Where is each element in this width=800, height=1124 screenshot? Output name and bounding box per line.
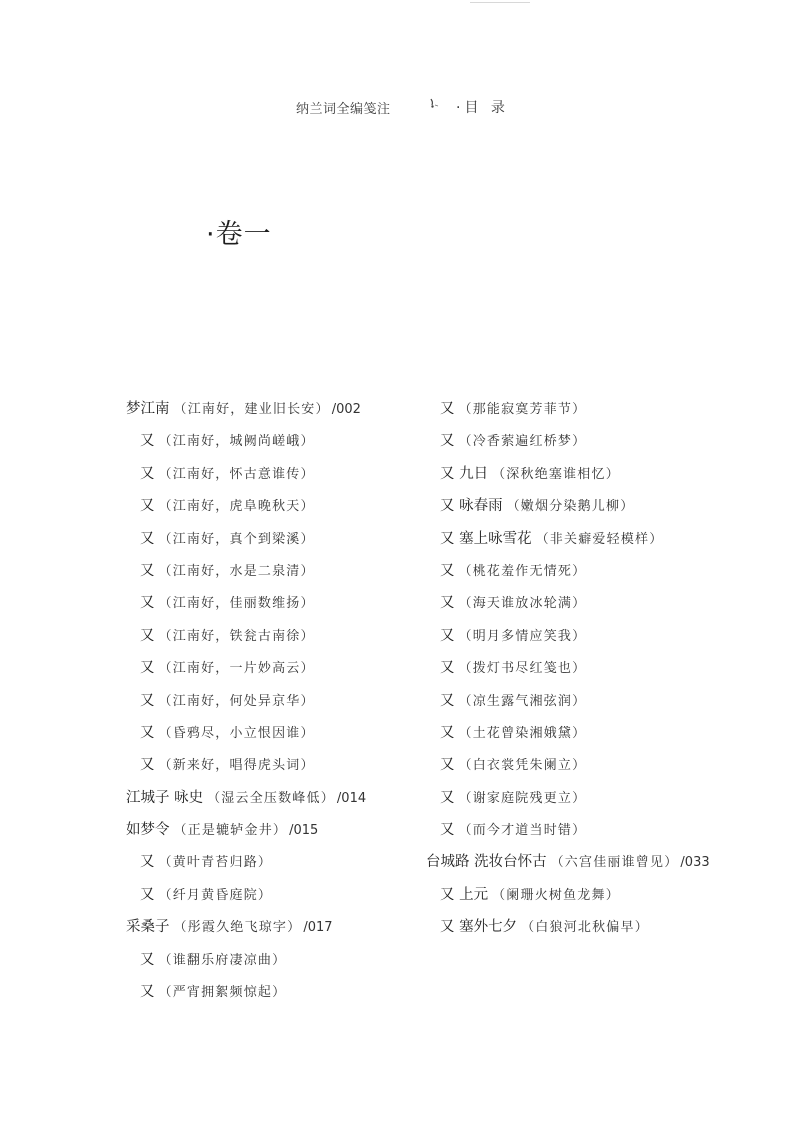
toc-column-right xyxy=(426,393,710,944)
toc-entry-page: /015 xyxy=(289,823,319,839)
toc-entry-first-line: （昏鸦尽，小立恨因谁） xyxy=(158,725,315,741)
toc-entry-title: 又 xyxy=(140,724,155,741)
toc-entry-title: 江城子 咏史 xyxy=(126,789,204,806)
toc-entry-first-line: （谢家庭院残更立） xyxy=(458,790,587,806)
toc-entry-page: /014 xyxy=(336,790,367,806)
toc-entry[interactable] xyxy=(126,587,366,619)
toc-entry-title: 台城路 洗妆台怀古 xyxy=(426,854,547,871)
toc-entry-first-line: （江南好，佳丽数维扬） xyxy=(158,596,315,612)
toc-column-left xyxy=(126,393,366,1008)
toc-entry[interactable] xyxy=(126,749,366,781)
toc-entry-title: 又 xyxy=(140,498,155,515)
toc-entry-title: 又 xyxy=(440,562,455,579)
toc-entry-title: 又 xyxy=(440,822,455,839)
toc-entry-title: 又 xyxy=(140,530,155,547)
toc-entry-title: 又 塞上咏雪花 xyxy=(440,530,532,547)
toc-entry-title: 又 xyxy=(140,595,155,612)
toc-entry[interactable] xyxy=(426,393,710,425)
toc-entry-title: 又 xyxy=(440,789,455,806)
toc-entry[interactable] xyxy=(126,458,366,490)
toc-entry[interactable] xyxy=(426,685,710,717)
toc-entry-title: 又 xyxy=(140,692,155,709)
toc-entry-title: 又 上元 xyxy=(440,886,489,903)
ornament-icon xyxy=(424,96,440,112)
toc-entry-first-line: （明月多情应笑我） xyxy=(458,628,587,644)
toc-entry[interactable] xyxy=(126,555,366,587)
toc-entry-first-line: （江南好，铁瓮古南徐） xyxy=(158,628,315,644)
toc-entry[interactable] xyxy=(426,425,710,457)
toc-entry-page: /002 xyxy=(331,402,361,417)
toc-entry[interactable] xyxy=(126,685,366,717)
toc-entry[interactable] xyxy=(426,523,710,555)
running-header xyxy=(0,96,800,120)
toc-entry-title: 又 xyxy=(440,724,455,741)
toc-entry-first-line: （而今才道当时错） xyxy=(458,823,587,839)
toc-entry[interactable] xyxy=(426,749,710,781)
toc-entry-title: 又 xyxy=(140,886,155,903)
toc-entry[interactable] xyxy=(126,911,366,943)
toc-entry[interactable] xyxy=(126,846,366,878)
toc-entry-first-line: （黄叶青苔归路） xyxy=(158,855,273,871)
toc-entry[interactable] xyxy=(126,393,366,425)
toc-entry-first-line: （新来好，唱得虎头词） xyxy=(158,758,315,774)
toc-entry-first-line: （那能寂寞芳菲节） xyxy=(458,402,587,417)
toc-entry-first-line: （土花曾染湘娥黛） xyxy=(458,725,587,741)
toc-entry-first-line: （彤霞久绝飞琼字） xyxy=(173,920,302,936)
toc-entry[interactable] xyxy=(126,814,366,846)
toc-entry[interactable] xyxy=(426,458,710,490)
toc-entry[interactable] xyxy=(126,620,366,652)
toc-entry[interactable] xyxy=(426,879,710,911)
toc-entry-title: 又 xyxy=(440,433,455,450)
toc-entry-first-line: （拨灯书尽红笺也） xyxy=(458,661,587,677)
toc-entry-title: 又 xyxy=(440,595,455,612)
toc-entry-first-line: （凉生露气湘弦润） xyxy=(458,693,587,709)
toc-entry[interactable] xyxy=(126,782,366,814)
toc-entry-first-line: （江南好，何处异京华） xyxy=(158,693,315,709)
section-label: ·目 录 xyxy=(456,100,509,116)
toc-entry-title: 又 xyxy=(440,401,455,417)
toc-entry-title: 又 xyxy=(140,627,155,644)
toc-entry[interactable] xyxy=(126,523,366,555)
toc-entry[interactable] xyxy=(426,717,710,749)
toc-entry[interactable] xyxy=(126,879,366,911)
toc-entry[interactable] xyxy=(126,490,366,522)
toc-entry-title: 又 xyxy=(440,660,455,677)
toc-entry[interactable] xyxy=(426,620,710,652)
toc-entry-title: 又 咏春雨 xyxy=(440,498,503,515)
toc-entry-title: 又 xyxy=(440,757,455,774)
toc-entry-first-line: （湿云全压数峰低） xyxy=(207,790,335,806)
toc-entry-first-line: （江南好，建业旧长安） xyxy=(173,402,330,417)
toc-entry-page: /017 xyxy=(303,920,333,936)
toc-entry-title: 又 九日 xyxy=(440,465,489,482)
toc-entry-title: 梦江南 xyxy=(126,401,170,417)
toc-entry-title: 如梦令 xyxy=(126,822,170,839)
toc-entry[interactable] xyxy=(426,555,710,587)
toc-entry-first-line: （阑珊火树鱼龙舞） xyxy=(492,887,620,903)
toc-entry-first-line: （严宵拥絮频惊起） xyxy=(158,985,287,1001)
toc-entry-first-line: （桃花羞作无情死） xyxy=(458,563,587,579)
toc-entry-title: 又 xyxy=(140,951,155,968)
toc-entry[interactable] xyxy=(426,782,710,814)
toc-entry-first-line: （江南好，虎阜晚秋天） xyxy=(158,499,315,515)
toc-entry-first-line: （江南好，一片妙高云） xyxy=(158,661,315,677)
toc-entry-title: 又 xyxy=(140,433,155,450)
toc-entry-first-line: （白衣裳凭朱阑立） xyxy=(458,758,587,774)
toc-entry[interactable] xyxy=(126,944,366,976)
toc-entry[interactable] xyxy=(426,587,710,619)
book-title: 纳兰词全编笺注 xyxy=(296,102,391,117)
toc-entry-first-line: （正是辘轳金井） xyxy=(173,823,288,839)
toc-entry[interactable] xyxy=(126,976,366,1008)
toc-entry-first-line: （江南好，水是二泉清） xyxy=(158,563,315,579)
toc-entry[interactable] xyxy=(126,425,366,457)
scan-artifact-line xyxy=(470,2,530,3)
toc-entry[interactable] xyxy=(426,911,710,943)
toc-entry-title: 又 xyxy=(140,757,155,774)
toc-entry-first-line: （冷香萦遍红桥梦） xyxy=(458,434,587,450)
toc-entry-title: 又 xyxy=(140,660,155,677)
volume-title: ·卷一 xyxy=(206,219,272,250)
toc-entry[interactable] xyxy=(126,717,366,749)
toc-entry-first-line: （江南好，怀古意谁传） xyxy=(158,466,315,482)
toc-entry-title: 又 xyxy=(140,984,155,1001)
toc-entry[interactable] xyxy=(426,814,710,846)
toc-entry-first-line: （白狼河北秋偏早） xyxy=(521,920,649,936)
toc-entry-first-line: （江南好，真个到梁溪） xyxy=(158,531,315,547)
toc-entry-title: 采桑子 xyxy=(126,919,170,936)
toc-entry[interactable] xyxy=(426,490,710,522)
toc-entry-first-line: （六宫佳丽谁曾见） xyxy=(550,855,679,871)
toc-entry-title: 又 xyxy=(140,562,155,579)
toc-entry-title: 又 塞外七夕 xyxy=(440,919,518,936)
toc-entry[interactable] xyxy=(426,652,710,684)
toc-entry-first-line: （谁翻乐府凄凉曲） xyxy=(158,952,287,968)
toc-entry-first-line: （深秋绝塞谁相忆） xyxy=(492,466,620,482)
toc-entry-first-line: （海天谁放冰轮满） xyxy=(458,596,587,612)
toc-entry-first-line: （江南好，城阙尚嵯峨） xyxy=(158,434,315,450)
toc-entry-first-line: （纤月黄昏庭院） xyxy=(158,887,273,903)
toc-entry-title: 又 xyxy=(140,854,155,871)
toc-entry-title: 又 xyxy=(440,692,455,709)
toc-entry-title: 又 xyxy=(440,627,455,644)
toc-entry-page: /033 xyxy=(680,855,710,871)
toc-entry[interactable] xyxy=(426,846,710,878)
toc-entry-first-line: （非关癖爱轻模样） xyxy=(535,531,664,547)
toc-entry-first-line: （嫩烟分染鹅儿柳） xyxy=(506,499,635,515)
toc-entry-title: 又 xyxy=(140,465,155,482)
toc-entry[interactable] xyxy=(126,652,366,684)
